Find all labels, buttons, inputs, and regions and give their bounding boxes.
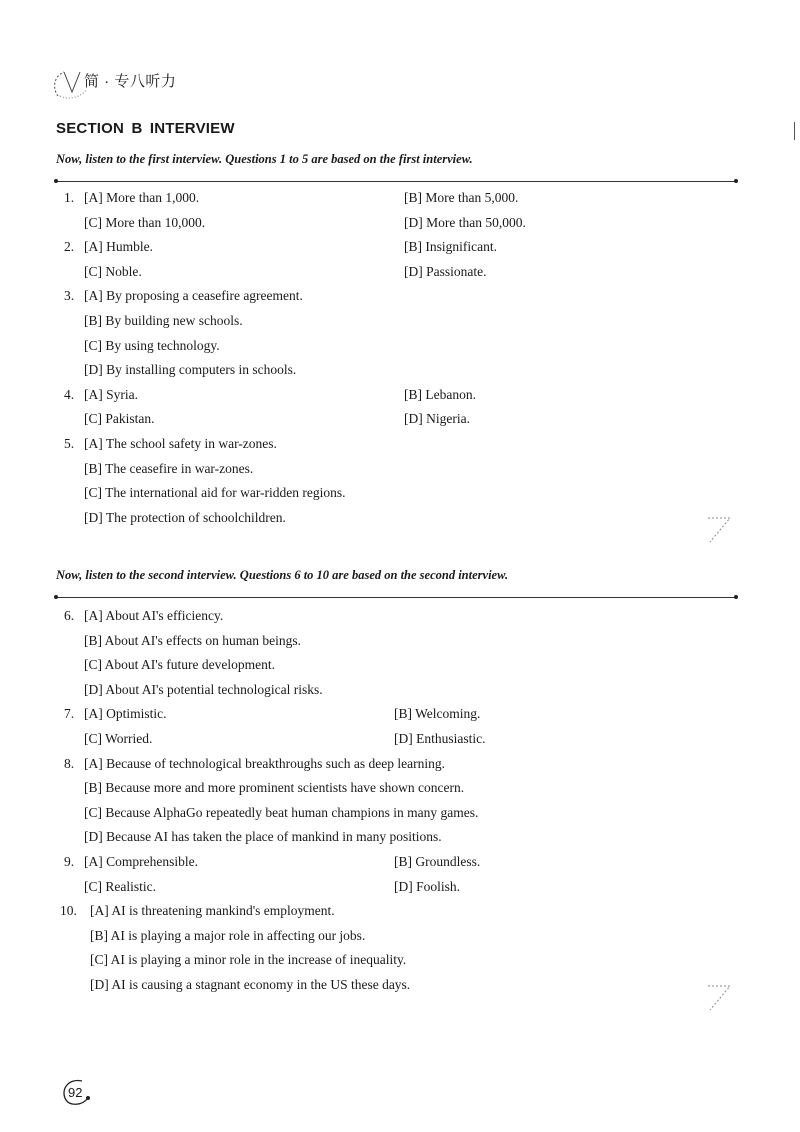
divider-right-dot — [734, 179, 738, 183]
answer-option: [D] Foolish. — [394, 878, 461, 894]
answer-option: [A] The school safety in war-zones. — [84, 436, 277, 451]
answer-option: [B] The ceasefire in war-zones. — [84, 460, 254, 476]
margin-mark — [794, 122, 795, 140]
question-number: 2. — [64, 239, 75, 255]
answer-option: [D] About AI's potential technological risks. — [84, 681, 323, 697]
answer-option: [D] The protection of schoolchildren. — [84, 509, 286, 525]
question-number: 9. — [64, 854, 75, 869]
divider-right-dot — [734, 595, 738, 599]
corner-mark-icon — [704, 980, 734, 1014]
answer-option: [C] About AI's future development. — [84, 657, 276, 673]
answer-option: [A] Comprehensible. — [84, 854, 198, 869]
question-number: 6. — [64, 608, 75, 623]
answer-option: [C] Noble. — [84, 263, 142, 279]
answer-option: [D] By installing computers in schools. — [84, 362, 297, 378]
answer-option: [C] The international aid for war-ridden regions. — [84, 485, 346, 501]
answer-option: [A] Because of technological breakthroughs such as deep learning. — [84, 755, 445, 771]
answer-option: [A] Syria. — [84, 386, 138, 402]
answer-option: [B] Groundless. — [394, 854, 481, 869]
interview-1-instruction: Now, listen to the first interview. Questions 1 to 5 are based on the first interview. — [56, 152, 473, 166]
question-number: 10. — [60, 903, 77, 919]
question-number: 8. — [64, 755, 75, 771]
answer-option: [B] Welcoming. — [394, 706, 481, 722]
answer-option: [C] By using technology. — [84, 337, 220, 353]
answer-option: [A] Humble. — [84, 239, 153, 255]
answer-option: [D] Passionate. — [404, 263, 487, 279]
corner-mark-icon — [704, 512, 734, 546]
header-book-title: 简 · 专八听力 — [84, 73, 177, 90]
answer-option: [A] Optimistic. — [84, 706, 167, 722]
answer-option: [D] Enthusiastic. — [394, 731, 486, 746]
interview-2-divider — [56, 597, 736, 598]
answer-option: [C] More than 10,000. — [84, 214, 206, 230]
answer-option: [C] AI is playing a minor role in the increase of inequality. — [90, 952, 407, 968]
answer-option: [B] Lebanon. — [404, 386, 476, 402]
answer-option: [C] Realistic. — [84, 878, 156, 894]
answer-option: [B] By building new schools. — [84, 313, 243, 328]
answer-option: [B] Because more and more prominent scientists have shown concern. — [84, 780, 465, 796]
section-title: SECTION B INTERVIEW — [56, 120, 235, 137]
interview-1-divider — [56, 181, 736, 182]
question-number: 5. — [64, 436, 75, 451]
answer-option: [D] Nigeria. — [404, 411, 470, 427]
answer-option: [D] Because AI has taken the place of mankind in many positions. — [84, 829, 442, 845]
answer-option: [A] By proposing a ceasefire agreement. — [84, 288, 303, 304]
answer-option: [C] Because AlphaGo repeatedly beat human champions in many games. — [84, 804, 479, 820]
question-number: 3. — [64, 288, 75, 304]
answer-option: [C] Pakistan. — [84, 411, 155, 427]
answer-option: [B] AI is playing a major role in affecting our jobs. — [90, 927, 366, 943]
answer-option: [B] More than 5,000. — [404, 190, 519, 205]
question-number: 7. — [64, 706, 75, 722]
interview-2-instruction: Now, listen to the second interview. Questions 6 to 10 are based on the second interview. — [56, 568, 509, 582]
answer-option: [D] AI is causing a stagnant economy in the US these days. — [90, 977, 411, 992]
question-number: 1. — [64, 190, 75, 205]
answer-option: [D] More than 50,000. — [404, 214, 526, 230]
divider-left-dot — [54, 179, 58, 183]
answer-option: [A] About AI's efficiency. — [84, 608, 224, 623]
page-number: 92 — [68, 1085, 83, 1100]
answer-option: [A] AI is threatening mankind's employment. — [90, 903, 335, 919]
answer-option: [C] Worried. — [84, 731, 153, 746]
answer-option: [B] Insignificant. — [404, 239, 497, 255]
divider-left-dot — [54, 595, 58, 599]
answer-option: [B] About AI's effects on human beings. — [84, 632, 302, 648]
answer-option: [A] More than 1,000. — [84, 190, 200, 205]
question-number: 4. — [64, 386, 75, 402]
